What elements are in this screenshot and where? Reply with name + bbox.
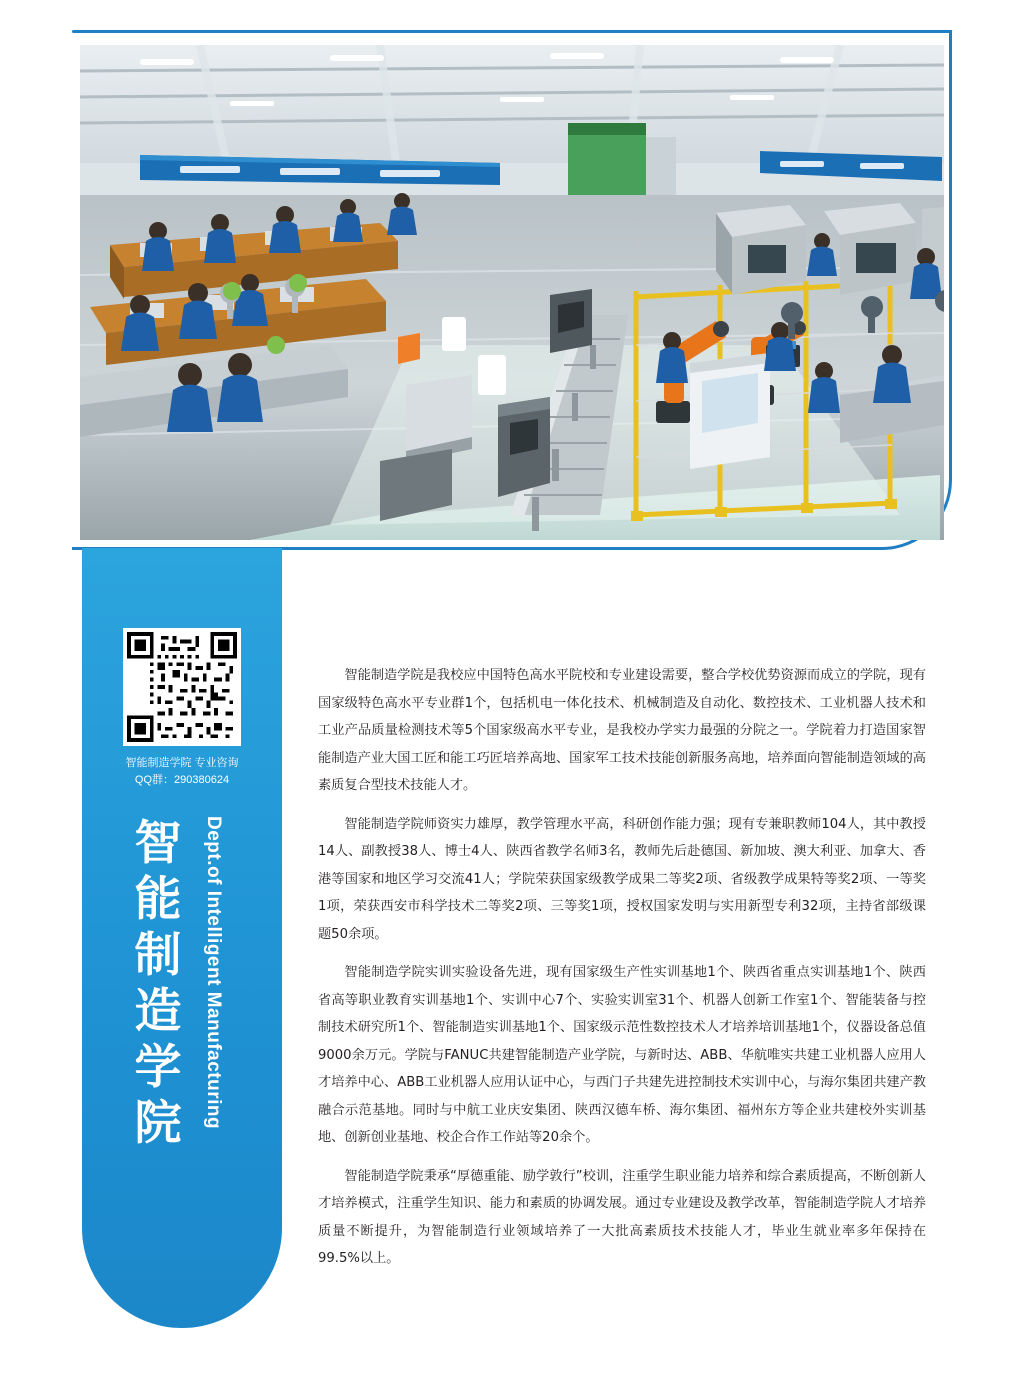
body-text-column — [318, 662, 926, 1284]
paragraph: 智能制造学院是我校应中国特色高水平院校和专业建设需要，整合学校优势资源而成立的学院，现有国家级特色高水平专业群1个，包括机电一体化技术、机械制造及自动化、数控技术、工业机器人技术和工业产品质量检测技术等5个国家级高水平专业，是我校办学实力最强的分院之一。学院着力打造国家智能制造产业大国工匠和能工巧匠培养高地、国家军工技术技能创新服务高地，培养面向智能制造领域的高素质复合型技术技能人才。 — [318, 668, 926, 793]
vertical-title: 智能制造学院 — [134, 816, 184, 1151]
qr-caption-line1: 智能制造学院 专业咨询 — [125, 757, 239, 769]
qr-code-image — [123, 628, 241, 746]
qr-block — [123, 628, 241, 789]
paragraph: 智能制造学院实训实验设备先进，现有国家级生产性实训基地1个、陕西省重点实训基地1个、陕西省高等职业教育实训基地1个、实训中心7个、实验实训室31个、机器人创新工作室1个、智能装备与控制技术研究所1个、智能制造实训基地1个、国家级示范性数控技术人才培养培训基地1个，仪器设备总值9000余万元。学院与FANUC共建智能制造产业学院，与新时达、ABB、华航唯实共建工业机器人应用人才培养中心、ABB工业机器人应用认证中心，与西门子共建先进控制技术实训中心，与海尔集团共建产教融合示范基地。同时与中航工业庆安集团、陕西汉德车桥、海尔集团、福州东方等企业共建校外实训基地、创新创业基地、校企合作工作站等20余个。 — [318, 965, 926, 1145]
vertical-subtitle-en: Dept.of Intelligent Manufacturing — [203, 816, 224, 1130]
sidebar-panel — [82, 548, 282, 1328]
hero-photo — [80, 45, 944, 540]
paragraph: 智能制造学院师资实力雄厚，教学管理水平高，科研创作能力强；现有专兼职教师104人，其中教授14人、副教授38人、博士4人、陕西省教学名师3名，教师先后赴德国、新加坡、澳大利亚、加拿大、香港等国家和地区学习交流41人；学院荣获国家级教学成果二等奖2项、省级教学成果特等奖2项、一等奖1项，荣获西安市科学技术二等奖2项、三等奖1项，授权国家发明与实用新型专利32项，主持省部级课题50余项。 — [318, 816, 926, 942]
paragraph: 智能制造学院秉承“厚德重能、励学敦行”校训，注重学生职业能力培养和综合素质提高，不断创新人才培养模式，注重学生知识、能力和素质的协调发展。通过专业建设及教学改革，智能制造学院人才培养质量不断提升，为智能制造行业领域培养了一大批高素质技术技能人才，毕业生就业率多年保持在99.5%以上。 — [318, 1168, 926, 1266]
qr-caption-line2: QQ群：290380624 — [134, 774, 230, 786]
